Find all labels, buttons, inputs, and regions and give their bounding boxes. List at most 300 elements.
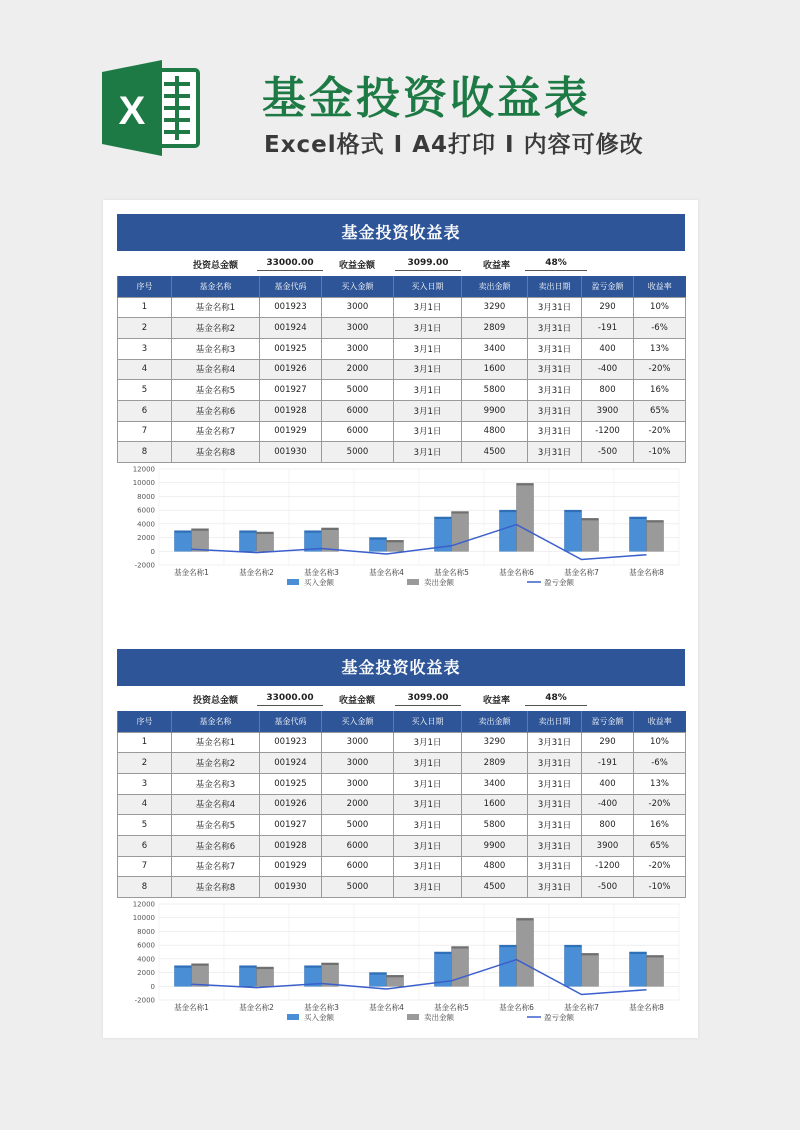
table-cell: 6000 — [322, 835, 394, 856]
table-cell: 5000 — [322, 380, 394, 401]
table-cell: 基金名称4 — [172, 359, 260, 380]
bar-cap — [517, 918, 534, 920]
table-cell: 001930 — [260, 442, 322, 463]
table-cell: 基金名称1 — [172, 732, 260, 753]
table-cell: 基金名称8 — [172, 877, 260, 898]
column-header: 盈亏金额 — [582, 276, 634, 297]
table-cell: 10% — [634, 297, 686, 318]
bar-sell — [647, 955, 664, 986]
table-cell: 290 — [582, 732, 634, 753]
bar-cap — [370, 973, 387, 975]
table-cell: 6000 — [322, 856, 394, 877]
table-cell: 3月1日 — [394, 380, 462, 401]
bar-cap — [630, 952, 647, 954]
column-header: 基金名称 — [172, 711, 260, 732]
table-cell: 6 — [118, 400, 172, 421]
table-cell: 3月1日 — [394, 856, 462, 877]
table-cell: 3900 — [582, 835, 634, 856]
table-cell: -10% — [634, 877, 686, 898]
table-cell: 9900 — [462, 835, 528, 856]
table-cell: 001928 — [260, 400, 322, 421]
table-cell: 基金名称2 — [172, 753, 260, 774]
bar-cap — [192, 529, 209, 531]
table-cell: 基金名称1 — [172, 297, 260, 318]
bar-cap — [435, 517, 452, 519]
legend-label: 买入金额 — [304, 1013, 334, 1022]
table-cell: -400 — [582, 359, 634, 380]
bar-sell — [582, 518, 599, 551]
column-header: 买入日期 — [394, 276, 462, 297]
table-cell: 001929 — [260, 421, 322, 442]
table-cell: 3400 — [462, 773, 528, 794]
column-header: 序号 — [118, 276, 172, 297]
y-tick-label: 2000 — [137, 969, 155, 978]
table-cell: 16% — [634, 380, 686, 401]
legend-swatch — [287, 579, 299, 585]
table-row — [118, 380, 686, 401]
fund-sheet-1 — [117, 214, 685, 591]
bar-cap — [322, 528, 339, 530]
table-cell: 5800 — [462, 815, 528, 836]
table-cell: 基金名称3 — [172, 338, 260, 359]
table-cell: 3月1日 — [394, 442, 462, 463]
y-tick-label: 0 — [150, 982, 155, 991]
bar-cap — [647, 520, 664, 522]
table-cell: 3000 — [322, 773, 394, 794]
x-tick-label: 基金名称7 — [564, 568, 599, 577]
page-title: 基金投资收益表 — [262, 73, 591, 124]
table-cell: 001928 — [260, 835, 322, 856]
table-row — [118, 297, 686, 318]
table-cell: 65% — [634, 835, 686, 856]
bar-buy — [370, 973, 387, 987]
legend-swatch — [407, 579, 419, 585]
table-cell: 8 — [118, 442, 172, 463]
table-cell: -1200 — [582, 856, 634, 877]
table-cell: 3月31日 — [528, 794, 582, 815]
x-tick-label: 基金名称8 — [629, 1003, 664, 1012]
logo-letter: X — [118, 89, 146, 133]
table-cell: 3 — [118, 338, 172, 359]
column-header: 买入金额 — [322, 711, 394, 732]
column-header: 序号 — [118, 711, 172, 732]
bar-sell — [582, 953, 599, 986]
column-header: 基金名称 — [172, 276, 260, 297]
table-row — [118, 421, 686, 442]
legend-label: 买入金额 — [304, 578, 334, 587]
bar-buy — [630, 952, 647, 986]
table-cell: 3月1日 — [394, 753, 462, 774]
y-tick-label: 6000 — [137, 506, 155, 515]
bar-cap — [435, 952, 452, 954]
table-cell: -1200 — [582, 421, 634, 442]
column-header: 卖出金额 — [462, 711, 528, 732]
bar-cap — [565, 510, 582, 512]
total-label: 投资总金额 — [193, 696, 239, 706]
table-cell: 基金名称5 — [172, 815, 260, 836]
table-cell: 290 — [582, 297, 634, 318]
bar-sell — [257, 967, 274, 986]
bar-cap — [647, 955, 664, 957]
table-cell: 5 — [118, 380, 172, 401]
table-cell: 65% — [634, 400, 686, 421]
table-cell: -500 — [582, 442, 634, 463]
table-cell: 3月31日 — [528, 856, 582, 877]
y-tick-label: 4000 — [137, 955, 155, 964]
bar-cap — [582, 518, 599, 520]
table-cell: -20% — [634, 856, 686, 877]
table-cell: 3月31日 — [528, 442, 582, 463]
table-cell: 3月31日 — [528, 400, 582, 421]
table-row — [118, 794, 686, 815]
x-tick-label: 基金名称3 — [304, 1003, 339, 1012]
table-cell: 3月31日 — [528, 877, 582, 898]
table-cell: 基金名称6 — [172, 835, 260, 856]
table-cell: 3000 — [322, 753, 394, 774]
legend-label: 卖出金额 — [424, 1013, 454, 1022]
bar-cap — [370, 538, 387, 540]
bar-cap — [500, 945, 517, 947]
summary-row — [117, 251, 685, 276]
bar-cap — [257, 967, 274, 969]
table-cell: 3月31日 — [528, 359, 582, 380]
y-tick-label: 12000 — [132, 465, 155, 474]
table-cell: 3 — [118, 773, 172, 794]
table-cell: 1600 — [462, 359, 528, 380]
bar-cap — [257, 532, 274, 534]
table-cell: 800 — [582, 815, 634, 836]
y-tick-label: 4000 — [137, 520, 155, 529]
bar-buy — [630, 517, 647, 551]
bar-cap — [500, 510, 517, 512]
excel-logo-icon — [102, 60, 202, 156]
total-label: 投资总金额 — [193, 261, 239, 271]
profit-label: 收益金额 — [339, 261, 376, 271]
table-cell: 8 — [118, 877, 172, 898]
bar-buy — [565, 945, 582, 986]
total-value: 33000.00 — [257, 691, 323, 706]
bar-sell — [322, 528, 339, 551]
bar-cap — [565, 945, 582, 947]
table-cell: 3月31日 — [528, 773, 582, 794]
table-cell: 基金名称7 — [172, 856, 260, 877]
column-header: 买入金额 — [322, 276, 394, 297]
table-row — [118, 338, 686, 359]
table-cell: 基金名称5 — [172, 380, 260, 401]
table-row — [118, 753, 686, 774]
table-row — [118, 856, 686, 877]
table-row — [118, 318, 686, 339]
table-cell: 3月1日 — [394, 297, 462, 318]
x-tick-label: 基金名称2 — [239, 1003, 274, 1012]
table-cell: 2 — [118, 753, 172, 774]
x-tick-label: 基金名称3 — [304, 568, 339, 577]
table-cell: 001927 — [260, 380, 322, 401]
x-tick-label: 基金名称4 — [369, 1003, 404, 1012]
bar-buy — [500, 510, 517, 551]
table-cell: 001924 — [260, 318, 322, 339]
column-header: 卖出日期 — [528, 276, 582, 297]
fund-chart — [117, 463, 685, 591]
y-tick-label: 12000 — [132, 900, 155, 909]
table-cell: 基金名称7 — [172, 421, 260, 442]
table-cell: 4 — [118, 794, 172, 815]
bar-cap — [452, 512, 469, 514]
table-cell: 3月31日 — [528, 835, 582, 856]
bar-buy — [175, 966, 192, 987]
page-header — [0, 0, 800, 190]
x-tick-label: 基金名称1 — [174, 1003, 209, 1012]
table-cell: 2000 — [322, 794, 394, 815]
bar-sell — [192, 529, 209, 552]
table-cell: 3400 — [462, 338, 528, 359]
x-tick-label: 基金名称8 — [629, 568, 664, 577]
table-cell: 3月1日 — [394, 338, 462, 359]
table-cell: 3月1日 — [394, 773, 462, 794]
y-tick-label: 10000 — [132, 914, 155, 923]
bar-cap — [240, 966, 257, 968]
sheet-title: 基金投资收益表 — [117, 649, 685, 686]
bar-cap — [630, 517, 647, 519]
table-cell: 5000 — [322, 815, 394, 836]
table-cell: 3月1日 — [394, 815, 462, 836]
table-cell: 400 — [582, 338, 634, 359]
table-cell: 5000 — [322, 442, 394, 463]
bar-cap — [240, 531, 257, 533]
bar-buy — [565, 510, 582, 551]
table-row — [118, 877, 686, 898]
table-cell: 3290 — [462, 732, 528, 753]
table-cell: 3900 — [582, 400, 634, 421]
table-row — [118, 359, 686, 380]
table-cell: 6 — [118, 835, 172, 856]
table-cell: 5000 — [322, 877, 394, 898]
y-tick-label: 0 — [150, 547, 155, 556]
bar-cap — [175, 966, 192, 968]
table-row — [118, 442, 686, 463]
table-cell: 基金名称8 — [172, 442, 260, 463]
table-cell: 2809 — [462, 753, 528, 774]
bar-cap — [387, 540, 404, 542]
bar-cap — [322, 963, 339, 965]
bar-sell — [192, 964, 209, 987]
summary-row — [117, 686, 685, 711]
table-row — [118, 400, 686, 421]
fund-table — [117, 711, 686, 898]
legend-label: 盈亏金额 — [544, 578, 574, 587]
table-cell: 800 — [582, 380, 634, 401]
table-cell: 3月1日 — [394, 794, 462, 815]
column-header: 基金代码 — [260, 711, 322, 732]
table-row — [118, 732, 686, 753]
table-row — [118, 815, 686, 836]
x-tick-label: 基金名称5 — [434, 568, 469, 577]
table-cell: 基金名称3 — [172, 773, 260, 794]
fund-table — [117, 276, 686, 463]
table-cell: 3月31日 — [528, 297, 582, 318]
table-cell: -20% — [634, 359, 686, 380]
table-cell: 3月1日 — [394, 732, 462, 753]
bar-sell — [257, 532, 274, 551]
bar-buy — [175, 531, 192, 552]
legend-label: 盈亏金额 — [544, 1013, 574, 1022]
table-cell: 3月1日 — [394, 359, 462, 380]
table-cell: -191 — [582, 318, 634, 339]
column-header: 基金代码 — [260, 276, 322, 297]
table-cell: 基金名称4 — [172, 794, 260, 815]
table-cell: 4500 — [462, 442, 528, 463]
chart-svg — [117, 463, 685, 591]
table-cell: 400 — [582, 773, 634, 794]
y-tick-label: 10000 — [132, 479, 155, 488]
table-row — [118, 835, 686, 856]
bar-cap — [192, 964, 209, 966]
table-cell: 001930 — [260, 877, 322, 898]
total-value: 33000.00 — [257, 256, 323, 271]
table-cell: 2 — [118, 318, 172, 339]
bar-cap — [175, 531, 192, 533]
table-cell: 3月1日 — [394, 877, 462, 898]
chart-svg — [117, 898, 685, 1026]
table-cell: 3000 — [322, 732, 394, 753]
table-header-row — [118, 711, 686, 732]
fund-sheet-2 — [117, 649, 685, 1026]
table-cell: 3月1日 — [394, 421, 462, 442]
table-cell: -10% — [634, 442, 686, 463]
y-tick-label: 2000 — [137, 534, 155, 543]
table-cell: 3月31日 — [528, 732, 582, 753]
table-cell: 001929 — [260, 856, 322, 877]
table-cell: -191 — [582, 753, 634, 774]
table-cell: 001925 — [260, 773, 322, 794]
table-cell: 5 — [118, 815, 172, 836]
table-cell: -6% — [634, 753, 686, 774]
bar-cap — [452, 947, 469, 949]
table-cell: 4 — [118, 359, 172, 380]
table-cell: 基金名称2 — [172, 318, 260, 339]
y-tick-label: -2000 — [134, 996, 155, 1005]
table-header-row — [118, 276, 686, 297]
bar-sell — [517, 483, 534, 551]
table-cell: 3000 — [322, 318, 394, 339]
table-cell: 001926 — [260, 359, 322, 380]
column-header: 买入日期 — [394, 711, 462, 732]
table-cell: 3月31日 — [528, 318, 582, 339]
profit-label: 收益金额 — [339, 696, 376, 706]
page-subtitle: Excel格式 I A4打印 I 内容可修改 — [264, 132, 644, 158]
table-cell: 1600 — [462, 794, 528, 815]
bar-buy — [500, 945, 517, 986]
table-cell: 13% — [634, 338, 686, 359]
table-cell: 3月1日 — [394, 400, 462, 421]
table-cell: -500 — [582, 877, 634, 898]
table-cell: 2000 — [322, 359, 394, 380]
bar-buy — [240, 966, 257, 987]
column-header: 收益率 — [634, 276, 686, 297]
x-tick-label: 基金名称6 — [499, 1003, 534, 1012]
x-tick-label: 基金名称6 — [499, 568, 534, 577]
profit-value: 3099.00 — [395, 256, 461, 271]
x-tick-label: 基金名称2 — [239, 568, 274, 577]
table-cell: 4800 — [462, 856, 528, 877]
table-cell: 001924 — [260, 753, 322, 774]
bar-cap — [305, 531, 322, 533]
table-cell: 3000 — [322, 338, 394, 359]
legend-swatch — [407, 1014, 419, 1020]
y-tick-label: 6000 — [137, 941, 155, 950]
x-tick-label: 基金名称7 — [564, 1003, 599, 1012]
fund-chart — [117, 898, 685, 1026]
x-tick-label: 基金名称4 — [369, 568, 404, 577]
bar-cap — [305, 966, 322, 968]
table-cell: -20% — [634, 794, 686, 815]
table-cell: 4500 — [462, 877, 528, 898]
table-cell: -6% — [634, 318, 686, 339]
table-cell: 基金名称6 — [172, 400, 260, 421]
table-cell: 6000 — [322, 400, 394, 421]
rate-label: 收益率 — [483, 696, 511, 706]
table-cell: 7 — [118, 856, 172, 877]
table-cell: 6000 — [322, 421, 394, 442]
table-cell: 3月31日 — [528, 338, 582, 359]
x-tick-label: 基金名称5 — [434, 1003, 469, 1012]
x-tick-label: 基金名称1 — [174, 568, 209, 577]
legend-swatch — [287, 1014, 299, 1020]
bar-cap — [517, 483, 534, 485]
table-cell: 3月1日 — [394, 835, 462, 856]
table-cell: 13% — [634, 773, 686, 794]
table-cell: 4800 — [462, 421, 528, 442]
bar-cap — [387, 975, 404, 977]
table-cell: 16% — [634, 815, 686, 836]
legend-label: 卖出金额 — [424, 578, 454, 587]
table-cell: 3290 — [462, 297, 528, 318]
y-tick-label: 8000 — [137, 927, 155, 936]
table-cell: 001923 — [260, 732, 322, 753]
table-cell: -20% — [634, 421, 686, 442]
table-cell: 001923 — [260, 297, 322, 318]
bar-sell — [647, 520, 664, 551]
table-cell: 3000 — [322, 297, 394, 318]
table-cell: 3月31日 — [528, 753, 582, 774]
table-cell: 1 — [118, 732, 172, 753]
column-header: 盈亏金额 — [582, 711, 634, 732]
profit-value: 3099.00 — [395, 691, 461, 706]
table-cell: 3月31日 — [528, 380, 582, 401]
table-cell: 3月31日 — [528, 815, 582, 836]
rate-value: 48% — [525, 256, 587, 271]
table-cell: 1 — [118, 297, 172, 318]
paper-sheet — [103, 200, 698, 1038]
rate-label: 收益率 — [483, 261, 511, 271]
table-cell: 001925 — [260, 338, 322, 359]
bar-cap — [582, 953, 599, 955]
y-tick-label: -2000 — [134, 561, 155, 570]
table-cell: 10% — [634, 732, 686, 753]
sheet-title: 基金投资收益表 — [117, 214, 685, 251]
table-row — [118, 773, 686, 794]
table-cell: 3月1日 — [394, 318, 462, 339]
bar-sell — [322, 963, 339, 986]
table-cell: -400 — [582, 794, 634, 815]
bar-buy — [370, 538, 387, 552]
column-header: 收益率 — [634, 711, 686, 732]
table-cell: 7 — [118, 421, 172, 442]
column-header: 卖出日期 — [528, 711, 582, 732]
table-cell: 001927 — [260, 815, 322, 836]
rate-value: 48% — [525, 691, 587, 706]
table-cell: 9900 — [462, 400, 528, 421]
